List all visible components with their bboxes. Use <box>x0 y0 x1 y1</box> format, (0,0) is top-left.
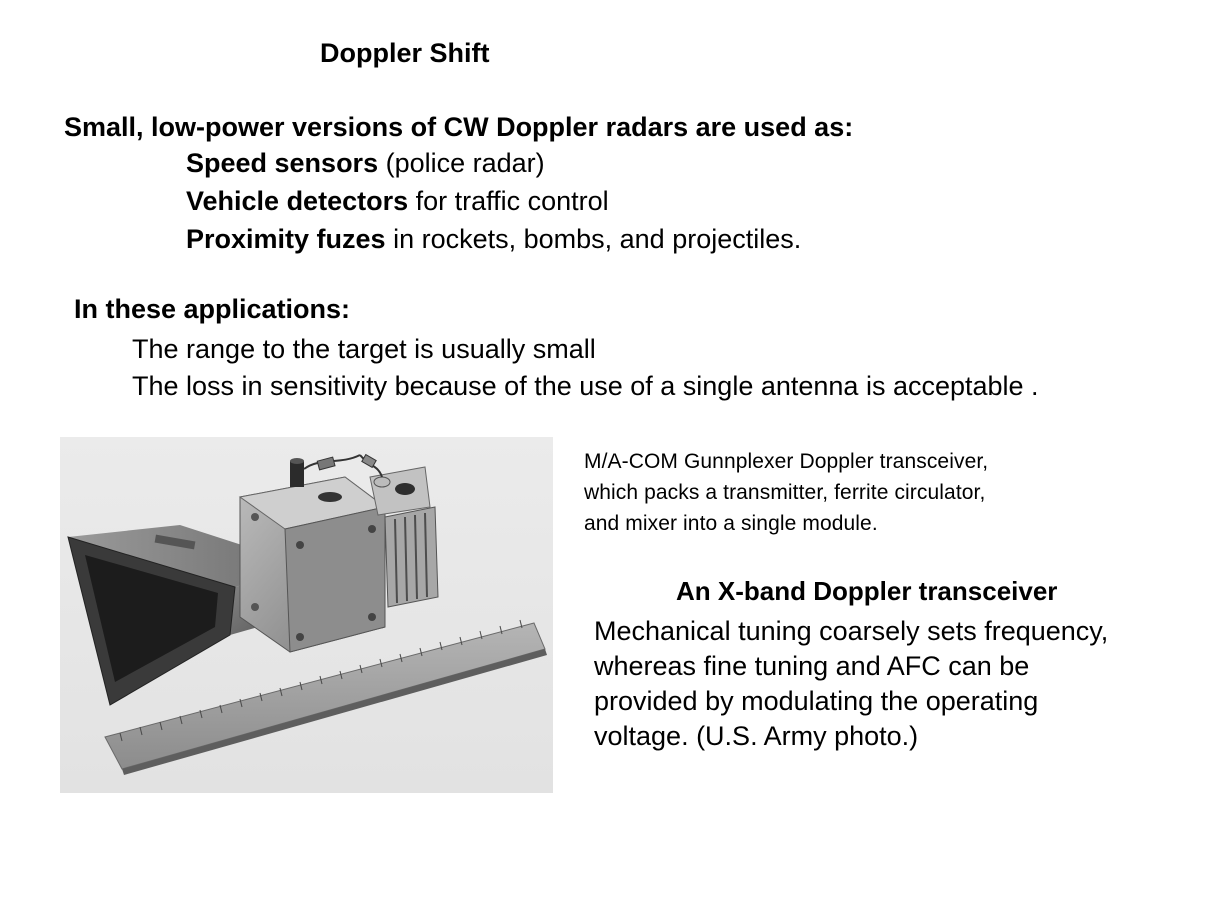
use-item-detail: in rockets, bombs, and projectiles. <box>385 224 802 254</box>
transceiver-description-line: voltage. (U.S. Army photo.) <box>594 721 919 751</box>
page-title: Doppler Shift <box>320 38 490 68</box>
use-item-proximity-fuzes <box>186 224 801 255</box>
use-item-term: Vehicle detectors <box>186 186 409 216</box>
use-item-speed-sensors <box>186 148 545 179</box>
use-item-term: Proximity fuzes <box>186 224 386 254</box>
photo-caption-line: and mixer into a single module. <box>584 512 878 535</box>
transceiver-description-line: provided by modulating the operating <box>594 686 1039 716</box>
use-item-vehicle-detectors <box>186 186 609 217</box>
applications-heading: In these applications: <box>74 294 351 324</box>
transceiver-heading: An X-band Doppler transceiver <box>676 576 1058 606</box>
photo-caption-line: which packs a transmitter, ferrite circulator, <box>584 481 986 504</box>
use-item-detail: (police radar) <box>378 148 545 178</box>
application-item: The range to the target is usually small <box>132 334 596 364</box>
application-item: The loss in sensitivity because of the use of a single antenna is acceptable . <box>132 371 1039 401</box>
intro-text: Small, low-power versions of CW Doppler radars are used as: <box>64 112 854 142</box>
module-body <box>240 477 385 652</box>
transceiver-description-line: whereas fine tuning and AFC can be <box>594 651 1030 681</box>
photo-caption-line: M/A-COM Gunnplexer Doppler transceiver, <box>584 450 989 473</box>
transceiver-photo <box>60 437 553 793</box>
use-item-term: Speed sensors <box>186 148 379 178</box>
use-item-detail: for traffic control <box>408 186 609 216</box>
transceiver-description-line: Mechanical tuning coarsely sets frequency, <box>594 616 1109 646</box>
